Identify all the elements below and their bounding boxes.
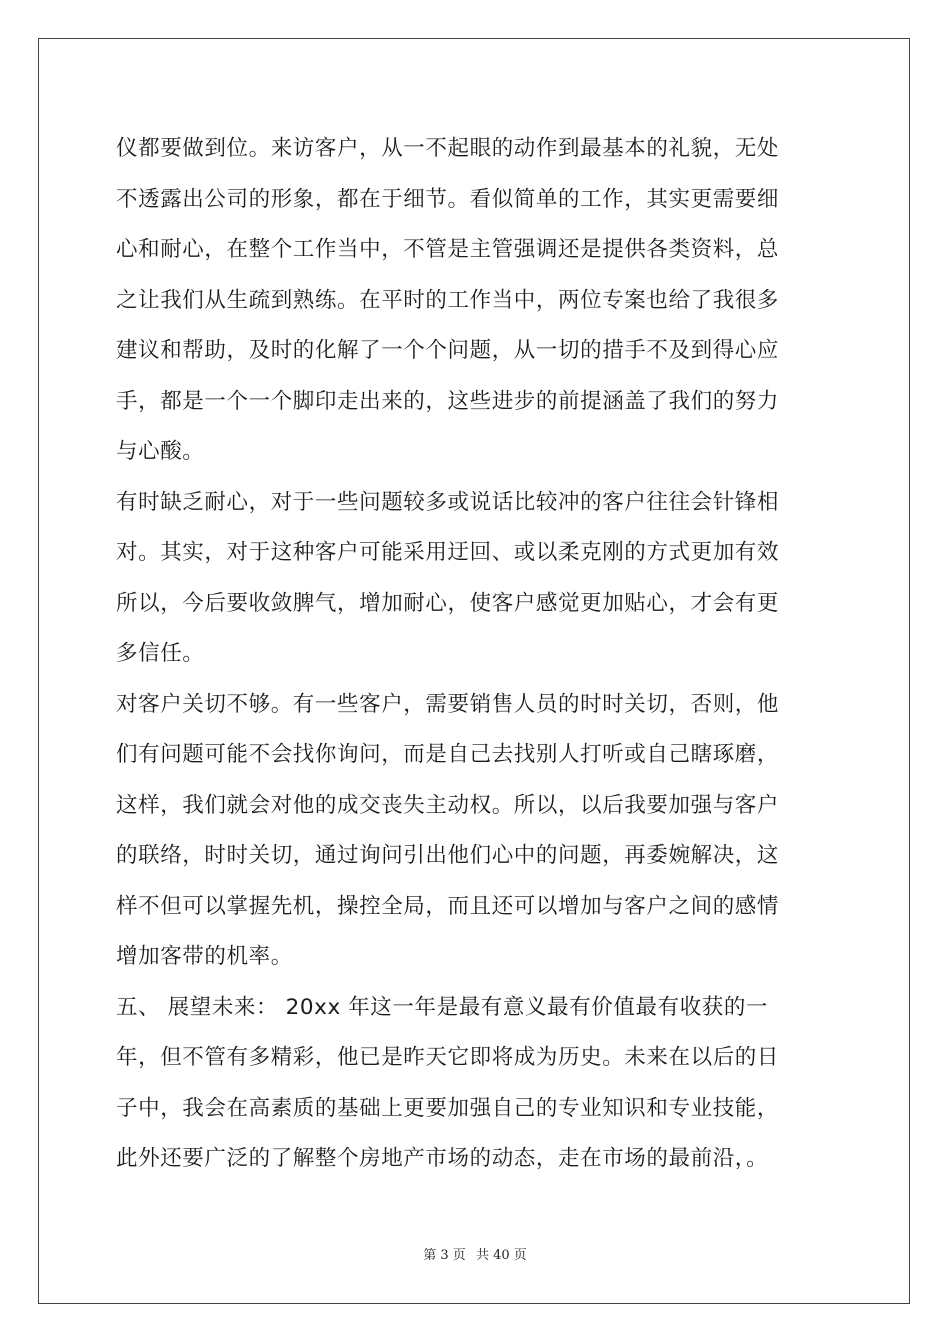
text-line: 心和耐心，在整个工作当中，不管是主管强调还是提供各类资料，总 (116, 237, 780, 262)
page-footer (0, 1244, 950, 1263)
text-line: 样不但可以掌握先机，操控全局，而且还可以增加与客户之间的感情 (116, 893, 780, 919)
text-line: 的联络，时时关切，通过询问引出他们心中的问题，再委婉解决，这 (116, 843, 780, 868)
page-number: 第 3 页 (423, 1248, 466, 1263)
text-line: 与心酸。 (116, 439, 205, 464)
text-line: 年，但不管有多精彩，他已是昨天它即将成为历史。未来在以后的日 (116, 1045, 780, 1070)
page-total: 共 40 页 (475, 1248, 527, 1263)
text-line: 有时缺乏耐心，对于一些问题较多或说话比较冲的客户往往会针锋相 (116, 489, 780, 515)
text-line: 所以，今后要收敛脾气，增加耐心，使客户感觉更加贴心，才会有更 (116, 590, 780, 616)
text-line: 手，都是一个一个脚印走出来的，这些进步的前提涵盖了我们的努力 (116, 388, 780, 414)
document-body (116, 124, 834, 1185)
text-line: 们有问题可能不会找你询问，而是自己去找别人打听或自己瞎琢磨， (116, 742, 780, 767)
text-line: 仪都要做到位。来访客户，从一不起眼的动作到最基本的礼貌，无处 (116, 136, 780, 161)
text-line: 对。其实，对于这种客户可能采用迂回、或以柔克刚的方式更加有效 (116, 540, 780, 565)
text-line: 此外还要广泛的了解整个房地产市场的动态，走在市场的最前沿，。 (116, 1146, 769, 1171)
text-line: 这样，我们就会对他的成交丧失主动权。所以，以后我要加强与客户 (116, 792, 780, 818)
text-line: 对客户关切不够。有一些客户，需要销售人员的时时关切，否则，他 (116, 691, 780, 717)
text-line: 多信任。 (116, 641, 205, 666)
text-line: 五、 展望未来： 20xx 年这一年是最有意义最有价值最有收获的一 (116, 994, 769, 1020)
text-line: 增加客带的机率。 (116, 944, 293, 969)
text-line: 不透露出公司的形象，都在于细节。看似简单的工作，其实更需要细 (116, 186, 780, 212)
text-line: 之让我们从生疏到熟练。在平时的工作当中，两位专案也给了我很多 (116, 287, 780, 313)
text-line: 子中，我会在高素质的基础上更要加强自己的专业知识和专业技能， (116, 1095, 780, 1121)
text-line: 建议和帮助，及时的化解了一个个问题，从一切的措手不及到得心应 (116, 338, 780, 363)
